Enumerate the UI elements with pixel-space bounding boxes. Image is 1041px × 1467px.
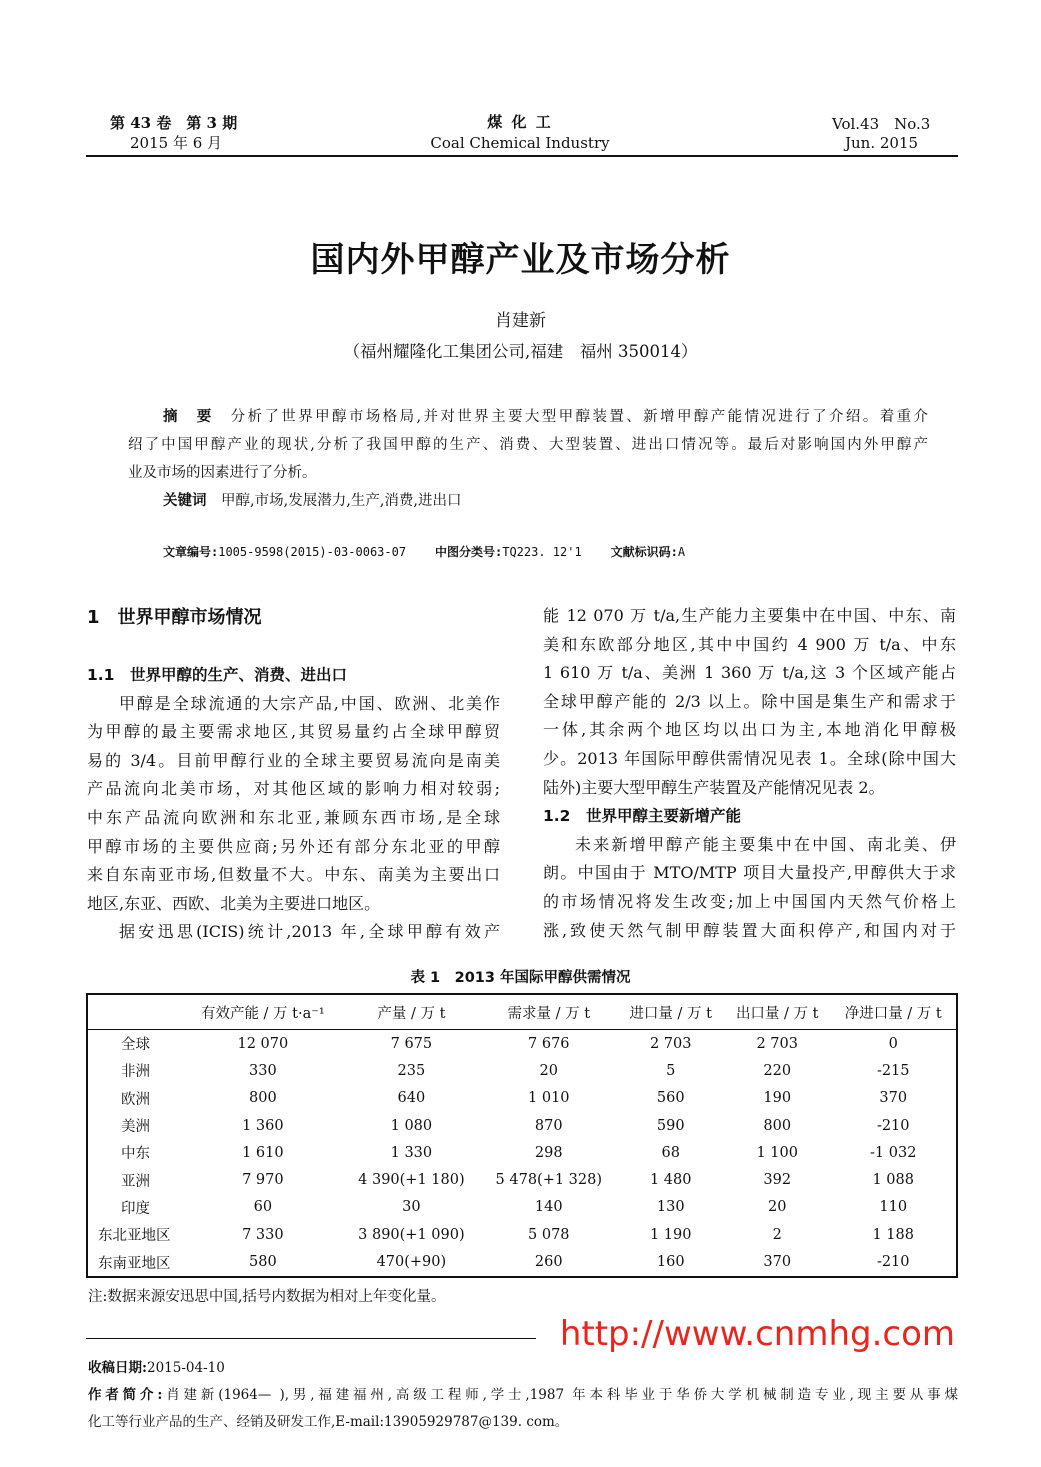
- header-date-cn: 2015 年 6 月: [130, 134, 223, 152]
- table-cell: 470(+90): [376, 1254, 447, 1271]
- table-cell: 5: [666, 1062, 676, 1079]
- table-cell: 160: [656, 1254, 685, 1271]
- doc-code-label: 文献标识码:: [610, 545, 678, 559]
- table-caption: 表 1 2013 年国际甲醇供需情况: [410, 970, 631, 986]
- table-cell: 590: [656, 1117, 685, 1134]
- abstract-line: 绍了中国甲醇产业的现状,分析了我国甲醇的生产、消费、大型装置、进出口情况等。最后对影响国内外甲醇产: [128, 437, 928, 453]
- bio-line: 化工等行业产品的生产、经销及研发工作,E-mail:13905929787@139. com。: [88, 1414, 569, 1430]
- table-cell: 1 088: [872, 1172, 914, 1189]
- text-line: 1 610 万 t/a、美洲 1 360 万 t/a,这 3 个区域产能占: [543, 663, 956, 683]
- received-date: [88, 1356, 225, 1376]
- text-line: 地区,东亚、西欧、北美为主要进口地区。: [87, 893, 381, 913]
- table-cell: 800: [763, 1117, 792, 1134]
- table-row: [87, 1112, 957, 1139]
- table-cell: 3 890(+1 090): [358, 1226, 465, 1243]
- abstract-label: 摘 要: [163, 409, 214, 425]
- table-cell: -1 032: [870, 1144, 917, 1161]
- table-row: [87, 1030, 957, 1058]
- text-line: 涨,致使天然气制甲醇装置大面积停产,和国内对于: [543, 920, 956, 940]
- table-cell: 20: [767, 1199, 787, 1216]
- table-header-row: [87, 994, 957, 1030]
- table-row: [87, 1057, 957, 1084]
- column-header: 需求量 / 万 t: [480, 994, 617, 1030]
- table-cell: 5 078: [528, 1226, 570, 1243]
- text-line: 甲醇是全球流通的大宗产品,中国、欧洲、北美作: [119, 693, 500, 713]
- table-row: [87, 1139, 957, 1166]
- row-label: 东南亚地区: [98, 1255, 171, 1272]
- text-line: 陆外)主要大型甲醇生产装置及产能情况见表 2。: [543, 777, 885, 797]
- table-cell: 2: [772, 1226, 782, 1243]
- footnote-rule: [86, 1338, 536, 1339]
- subsection-heading: 1.1 世界甲醇的生产、消费、进出口: [87, 666, 347, 684]
- header-journal-en: Coal Chemical Industry: [430, 134, 610, 152]
- table-cell: 7 676: [528, 1035, 570, 1052]
- table-cell: 1 330: [390, 1144, 433, 1161]
- row-label: 非洲: [121, 1064, 150, 1081]
- bio-label: 作者简介:: [88, 1387, 163, 1403]
- table-row: [87, 1085, 957, 1112]
- table-cell: 640: [397, 1090, 426, 1107]
- table-cell: 4 390(+1 180): [358, 1172, 465, 1189]
- table-cell: 2 703: [756, 1035, 798, 1052]
- table-cell: 370: [763, 1254, 792, 1271]
- table-cell: 800: [249, 1090, 277, 1107]
- affiliation: （福州耀隆化工集团公司,福建 福州 350014）: [343, 342, 698, 361]
- table-cell: 392: [763, 1172, 792, 1189]
- table-cell: 7 675: [390, 1035, 433, 1052]
- text-line: 甲醇市场的主要供应商;另外还有部分东北亚的甲醇: [87, 836, 500, 856]
- table-cell: 2 703: [649, 1035, 692, 1052]
- table-cell: 1 080: [390, 1117, 433, 1134]
- paragraph: [87, 918, 500, 947]
- text-line: 一体,其余两个地区均以出口为主,本地消化甲醇极: [543, 720, 956, 740]
- table-cell: -210: [876, 1117, 910, 1134]
- column-header: 净进口量 / 万 t: [830, 994, 957, 1030]
- header-volume-en: Vol.43 No.3: [832, 115, 931, 133]
- table-cell: 30: [402, 1199, 421, 1216]
- supply-demand-table: [86, 993, 958, 1278]
- abstract-line: 业及市场的因素进行了分析。: [128, 465, 317, 481]
- abstract: [128, 403, 928, 515]
- keywords-label: 关键词: [163, 493, 207, 509]
- table-cell: 0: [888, 1035, 898, 1052]
- table-cell: 330: [249, 1062, 277, 1079]
- abstract-line: 分析了世界甲醇市场格局,并对世界主要大型甲醇装置、新增甲醇产能情况进行了介绍。着重介: [230, 409, 929, 425]
- table-row: [87, 1166, 957, 1193]
- header-date-en: Jun. 2015: [845, 134, 919, 152]
- header-journal-cn: 煤 化 工: [487, 113, 553, 131]
- table-cell: 140: [534, 1199, 563, 1216]
- watermark: http://www.cnmhg.com: [559, 1314, 955, 1354]
- table-cell: 870: [534, 1117, 563, 1134]
- table-cell: 235: [397, 1062, 426, 1079]
- text-line: 朗。中国由于 MTO/MTP 项目大量投产,甲醇供大于求: [543, 863, 956, 883]
- text-line: 未来新增甲醇产能主要集中在中国、南北美、伊: [575, 834, 956, 854]
- row-label: 美洲: [121, 1119, 150, 1136]
- table-cell: 68: [661, 1144, 680, 1161]
- column-header: 进口量 / 万 t: [617, 994, 724, 1030]
- text-line: 据安迅思(ICIS)统计,2013 年,全球甲醇有效产: [119, 922, 500, 942]
- text-line: 易的 3/4。目前甲醇行业的全球主要贸易流向是南美: [87, 750, 500, 770]
- table-note: 注:数据来源安迅思中国,括号内数据为相对上年变化量。: [88, 1289, 446, 1305]
- subsection-heading: 1.2 世界甲醇主要新增产能: [543, 807, 741, 826]
- row-label: 全球: [121, 1037, 150, 1054]
- table-cell: 1 360: [242, 1117, 284, 1134]
- paragraph: [87, 690, 500, 919]
- left-column: [87, 603, 500, 947]
- author: 肖建新: [495, 311, 546, 331]
- table-cell: 110: [879, 1199, 908, 1216]
- paragraph: [543, 831, 956, 945]
- text-line: 来自东南亚市场,但数量不大。中东、南美为主要出口: [87, 865, 500, 885]
- table-cell: 1 010: [528, 1090, 570, 1107]
- table-cell: 20: [539, 1062, 558, 1079]
- right-column: [543, 602, 956, 945]
- table-cell: 1 610: [242, 1144, 284, 1161]
- table-cell: 60: [253, 1199, 273, 1216]
- text-line: 的市场情况将发生改变;加上中国国内天然气价格上: [543, 891, 956, 911]
- text-line: 全球甲醇产能的 2/3 以上。除中国是集生产和需求于: [543, 691, 956, 711]
- article-no-label: 文章编号:: [163, 545, 219, 559]
- paragraph: [543, 602, 956, 802]
- column-header: 出口量 / 万 t: [724, 994, 831, 1030]
- clc-label: 中图分类号:: [434, 545, 503, 559]
- table-cell: -215: [876, 1062, 910, 1079]
- table-cell: 220: [763, 1062, 792, 1079]
- section-heading: 1 世界甲醇市场情况: [87, 607, 262, 628]
- received-value: 2015-04-10: [146, 1360, 225, 1376]
- table-row: [87, 1194, 957, 1221]
- author-bio: [88, 1382, 958, 1436]
- table-cell: 1 190: [649, 1226, 692, 1243]
- table-cell: 7 970: [242, 1172, 284, 1189]
- table-cell: 1 100: [756, 1144, 798, 1161]
- table-row: [87, 1248, 957, 1276]
- table-cell: 580: [249, 1254, 277, 1271]
- column-header: 产量 / 万 t: [343, 994, 480, 1030]
- table-row: [87, 1221, 957, 1248]
- column-header: [87, 994, 183, 1030]
- paper-title: 国内外甲醇产业及市场分析: [310, 240, 731, 280]
- article-no: 1005-9598(2015)-03-0063-07: [218, 545, 407, 559]
- text-line: 美和东欧部分地区,其中中国约 4 900 万 t/a、中东: [543, 634, 956, 654]
- table-cell: 12 070: [237, 1035, 289, 1052]
- row-label: 东北亚地区: [98, 1228, 171, 1245]
- clc-number: TQ223. 12'1: [502, 545, 582, 559]
- text-line: 中东产品流向欧洲和东北亚,兼顾东西市场,是全球: [87, 807, 500, 827]
- row-label: 欧洲: [121, 1091, 150, 1108]
- text-line: 为甲醇的最主要需求地区,其贸易量约占全球甲醇贸: [87, 722, 500, 742]
- table-cell: 1 188: [872, 1226, 914, 1243]
- header-rule: [86, 155, 958, 157]
- table-cell: 190: [763, 1090, 792, 1107]
- doc-code: A: [677, 545, 686, 559]
- row-label: 中东: [121, 1146, 150, 1163]
- text-line: 产品流向北美市场，对其他区域的影响力相对较弱;: [87, 779, 500, 799]
- row-label: 亚洲: [121, 1173, 150, 1190]
- table-cell: 130: [656, 1199, 685, 1216]
- row-label: 印度: [121, 1200, 150, 1217]
- table-cell: 560: [656, 1090, 685, 1107]
- table-cell: 298: [534, 1144, 563, 1161]
- table-cell: 370: [879, 1090, 908, 1107]
- bio-line: 肖建新(1964— ),男,福建福州,高级工程师,学士,1987 年本科毕业于华侨大学机械制造专业,现主要从事煤: [162, 1387, 959, 1403]
- table-cell: -210: [876, 1254, 910, 1271]
- text-line: 少。2013 年国际甲醇供需情况见表 1。全球(除中国大: [543, 748, 956, 768]
- table-cell: 5 478(+1 328): [495, 1172, 603, 1189]
- header-volume-cn: 第 43 卷 第 3 期: [110, 114, 238, 132]
- table-cell: 260: [534, 1254, 563, 1271]
- keywords: 甲醇,市场,发展潜力,生产,消费,进出口: [221, 493, 462, 509]
- column-header: 有效产能 / 万 t·a⁻¹: [183, 994, 343, 1030]
- received-label: 收稿日期:: [88, 1360, 147, 1376]
- article-info: [163, 543, 685, 560]
- table-cell: 1 480: [649, 1172, 692, 1189]
- table-cell: 7 330: [242, 1226, 284, 1243]
- text-line: 能 12 070 万 t/a,生产能力主要集中在中国、中东、南: [543, 606, 956, 625]
